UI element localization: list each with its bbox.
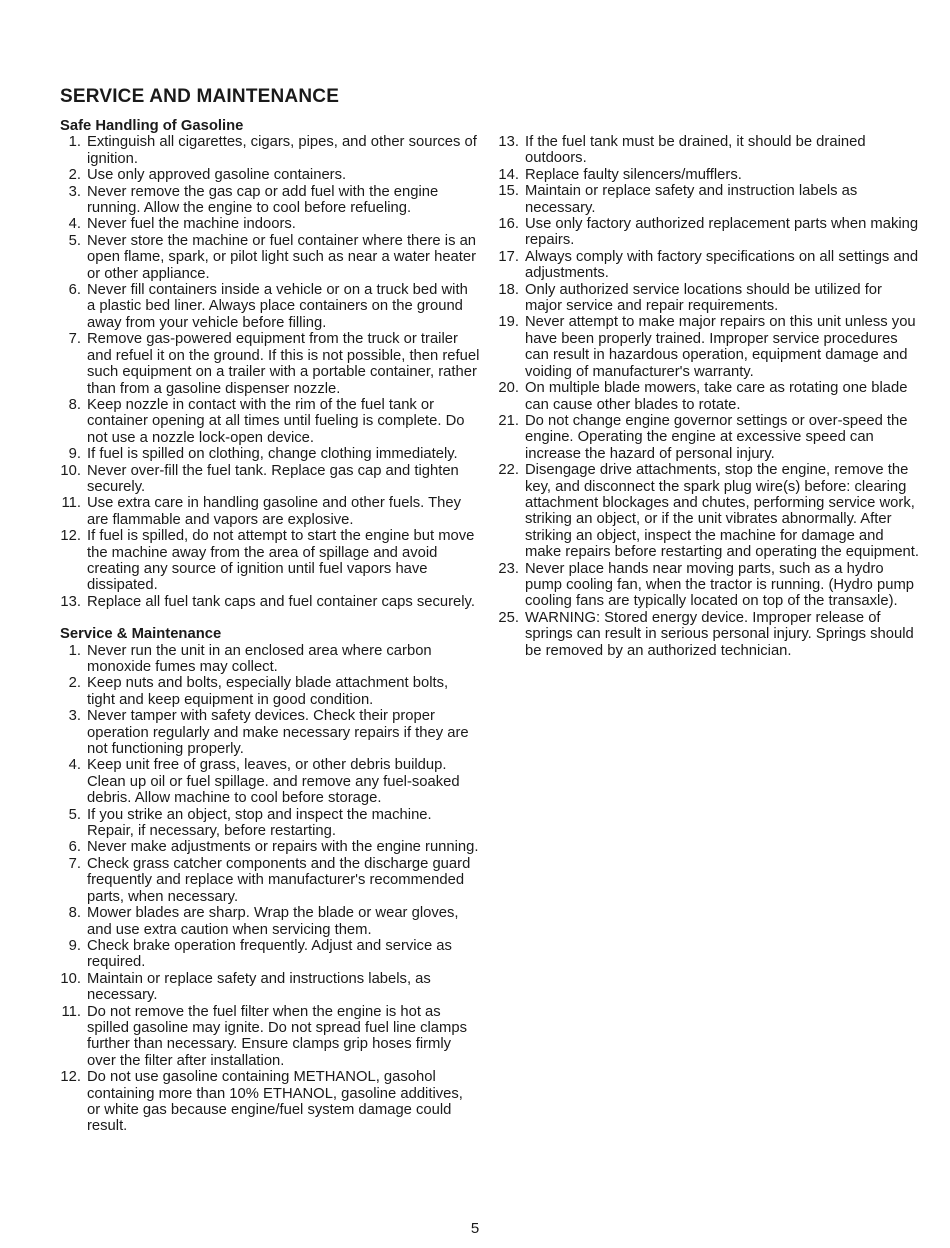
item-text: Use extra care in handling gasoline and other fuels. They are flammable and vapors are explosive. (87, 495, 461, 528)
item-text: Remove gas-powered equipment from the truck or trailer and refuel it on the ground. If this is not possible, then refuel such equipment on a trailer with a portable container, rather than from a gasoline dispenser nozzle. (87, 331, 480, 397)
item-number: 5. (68, 232, 81, 249)
service-maintenance-list-continued (498, 134, 923, 659)
item-number: 11. (61, 1003, 81, 1020)
list-item (60, 233, 480, 282)
item-text: If you strike an object, stop and inspect the machine. Repair, if necessary, before restarting. (87, 806, 432, 840)
item-number: 10. (60, 462, 81, 479)
list-item (498, 134, 923, 167)
list-item (60, 463, 480, 496)
list-item (60, 971, 480, 1004)
list-item (60, 495, 480, 528)
item-text: WARNING: Stored energy device. Improper release of springs can result in serious personal injury. Springs should be removed by an authorized technician. (525, 609, 914, 659)
list-item (60, 446, 480, 462)
item-number: 22. (498, 462, 519, 479)
left-column (60, 118, 480, 1135)
item-text: If the fuel tank must be drained, it should be drained outdoors. (525, 134, 866, 167)
item-text: Disengage drive attachments, stop the engine, remove the key, and disconnect the spark plug wire(s) before: clearing attachment blockages and chutes, performing service work, striking an object, or if the unit vibrates abnormally. After striking an object, inspect the machine for damage and make repairs before restarting and operating the equipment. (525, 462, 919, 561)
item-text: Never run the unit in an enclosed area where carbon monoxide fumes may collect. (87, 642, 432, 675)
item-number: 6. (68, 839, 81, 856)
item-number: 18. (498, 281, 519, 298)
list-item (60, 397, 480, 446)
list-item (60, 528, 480, 594)
item-number: 9. (68, 937, 81, 954)
item-text: Never place hands near moving parts, such as a hydro pump cooling fan, when the tractor is running. (Hydro pump cooling fans are typically located on top of the transaxle). (525, 560, 915, 610)
item-number: 15. (498, 183, 519, 200)
list-item (498, 216, 923, 249)
list-item (60, 643, 480, 676)
list-item (60, 1069, 480, 1135)
item-number: 8. (68, 396, 81, 413)
item-number: 25. (498, 609, 519, 626)
item-number: 2. (68, 675, 81, 692)
item-text: Use only factory authorized replacement parts when making repairs. (525, 216, 919, 249)
page-number: 5 (470, 1220, 480, 1237)
item-number: 14. (498, 166, 519, 183)
item-text: Never fill containers inside a vehicle or on a truck bed with a plastic bed liner. Always place containers on the ground away from your vehicle before filling. (87, 282, 468, 331)
item-number: 1. (68, 134, 81, 151)
list-item (498, 561, 923, 610)
item-number: 8. (68, 905, 81, 922)
page-title: SERVICE AND MAINTENANCE (60, 86, 340, 107)
list-item (498, 380, 923, 413)
item-number: 9. (68, 446, 81, 463)
list-item (60, 594, 480, 610)
item-text: Do not use gasoline containing METHANOL, gasohol containing more than 10% ETHANOL, gasoline additives, or white gas because engine/fuel system damage could result. (87, 1069, 463, 1135)
item-text: Keep nozzle in contact with the rim of the fuel tank or container opening at all times until fueling is complete. Do not use a nozzle lock-open device. (87, 396, 465, 446)
item-text: Check brake operation frequently. Adjust and service as required. (87, 937, 452, 971)
list-item (60, 167, 480, 183)
item-text: Never attempt to make major repairs on this unit unless you have been properly trained. Improper service procedures can result in hazardous operation, equipment damage and voiding of manufacturer's warranty. (525, 314, 916, 380)
item-text: Always comply with factory specifications on all settings and adjustments. (525, 248, 919, 282)
item-number: 1. (68, 642, 81, 659)
item-number: 4. (68, 757, 81, 774)
item-text: On multiple blade mowers, take care as rotating one blade can cause other blades to rotate. (525, 380, 908, 413)
item-number: 3. (68, 183, 81, 200)
item-text: Never over-fill the fuel tank. Replace gas cap and tighten securely. (87, 462, 459, 495)
list-item (60, 807, 480, 840)
list-item (498, 282, 923, 315)
item-number: 17. (498, 248, 519, 265)
right-column (498, 134, 923, 659)
item-number: 20. (498, 380, 519, 397)
list-item (60, 757, 480, 806)
item-text: Use only approved gasoline containers. (87, 167, 347, 184)
list-item (498, 249, 923, 282)
item-number: 5. (68, 806, 81, 823)
item-text: Maintain or replace safety and instruction labels as necessary. (525, 183, 858, 216)
item-number: 21. (498, 412, 519, 429)
list-item (60, 708, 480, 757)
item-number: 12. (60, 1069, 81, 1086)
item-text: If fuel is spilled, do not attempt to start the engine but move the machine away from the area of spillage and avoid creating any source of ignition until fuel vapors have dissipated. (87, 528, 475, 594)
list-item (60, 1004, 480, 1070)
section-heading-safe-handling: Safe Handling of Gasoline (60, 118, 244, 134)
item-text: Never make adjustments or repairs with the engine running. (87, 839, 479, 856)
item-text: Only authorized service locations should be utilized for major service and repair requirements. (525, 281, 882, 315)
item-text: Replace all fuel tank caps and fuel container caps securely. (87, 593, 475, 610)
item-text: If fuel is spilled on clothing, change clothing immediately. (87, 446, 458, 463)
item-number: 10. (60, 970, 81, 987)
list-item (60, 134, 480, 167)
list-item (498, 183, 923, 216)
item-number: 16. (498, 216, 519, 233)
item-text: Check grass catcher components and the discharge guard frequently and replace with manufacturer's recommended parts, when necessary. (87, 855, 471, 905)
item-text: Never fuel the machine indoors. (87, 216, 296, 233)
list-item (60, 282, 480, 331)
item-number: 3. (68, 708, 81, 725)
list-item (498, 413, 923, 462)
safe-handling-list (60, 134, 480, 610)
list-item (60, 216, 480, 232)
item-number: 7. (68, 331, 81, 348)
item-text: Do not remove the fuel filter when the engine is hot as spilled gasoline may ignite. Do not spread fuel line clamps further than necessary. Ensure clamps grip hoses firmly over the filter after installation. (87, 1003, 467, 1069)
list-item (60, 331, 480, 397)
item-number: 12. (60, 528, 81, 545)
item-text: Keep unit free of grass, leaves, or other debris buildup. Clean up oil or fuel spillage. and remove any fuel-soaked debris. Allow machine to cool before storage. (87, 757, 460, 807)
item-text: Never store the machine or fuel container where there is an open flame, spark, or pilot light such as near a water heater or other appliance. (87, 232, 477, 282)
item-number: 11. (61, 495, 81, 512)
item-number: 13. (60, 593, 81, 610)
item-text: Never tamper with safety devices. Check their proper operation regularly and make necessary repairs if they are not functioning properly. (87, 708, 469, 758)
item-text: Keep nuts and bolts, especially blade attachment bolts, tight and keep equipment in good condition. (87, 675, 449, 708)
item-text: Mower blades are sharp. Wrap the blade or wear gloves, and use extra caution when servicing them. (87, 905, 459, 938)
item-number: 7. (68, 855, 81, 872)
list-item (498, 610, 923, 659)
service-maintenance-list (60, 643, 480, 1135)
list-item (60, 839, 480, 855)
item-text: Never remove the gas cap or add fuel with the engine running. Allow the engine to cool before refueling. (87, 183, 439, 217)
list-item (60, 938, 480, 971)
list-item (498, 462, 923, 560)
list-item (60, 675, 480, 708)
item-text: Extinguish all cigarettes, cigars, pipes, and other sources of ignition. (87, 134, 477, 167)
item-number: 2. (68, 167, 81, 184)
item-number: 4. (68, 216, 81, 233)
item-number: 23. (498, 560, 519, 577)
list-item (60, 905, 480, 938)
list-item (498, 167, 923, 183)
section-heading-service-maintenance: Service & Maintenance (60, 626, 222, 643)
item-text: Replace faulty silencers/mufflers. (525, 166, 742, 183)
list-item (60, 856, 480, 905)
item-number: 13. (498, 134, 519, 150)
list-item (60, 184, 480, 217)
item-text: Maintain or replace safety and instructions labels, as necessary. (87, 970, 431, 1004)
item-text: Do not change engine governor settings or over-speed the engine. Operating the engine at excessive speed can increase the hazard of personal injury. (525, 412, 908, 462)
item-number: 6. (68, 282, 81, 299)
list-item (498, 314, 923, 380)
item-number: 19. (498, 314, 519, 331)
